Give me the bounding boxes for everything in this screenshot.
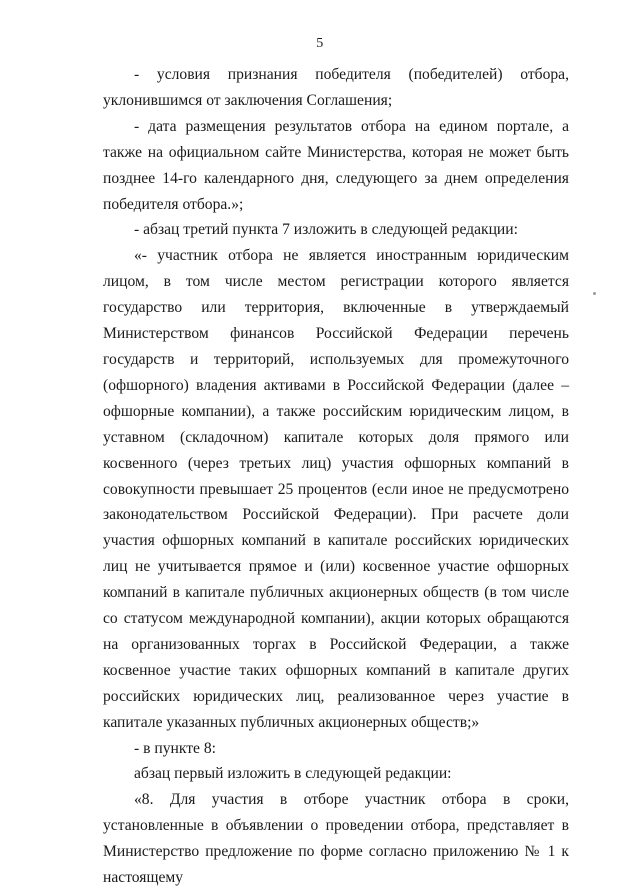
page-number: 5 bbox=[316, 36, 324, 51]
paragraph-point-8-text: «8. Для участия в отборе участник отбора в сроки, установленные в объявлении о проведении отбора, представляет в Министерство предложение по форме согласно приложению № 1 к настоящему bbox=[103, 791, 569, 887]
paragraph-point-8-intro: - в пункте 8: bbox=[134, 739, 216, 757]
paragraph-publication-date: - дата размещения результатов отбора на едином портале, а также на официальном сайте Министерства, которая не может быть позднее 14-го календарного дня, следующего за днем определения победителя отбора.»; bbox=[103, 117, 569, 213]
scan-artifact-dot bbox=[593, 292, 596, 295]
paragraph-winner-conditions-line1: - условия признания победителя (победителей) отбора, bbox=[134, 66, 569, 83]
document-body bbox=[103, 62, 569, 891]
paragraph-amend-point-7: - абзац третий пункта 7 изложить в следующей редакции: bbox=[134, 221, 518, 239]
paragraph-first-abzac-amend: абзац первый изложить в следующей редакции: bbox=[134, 765, 452, 783]
paragraph-winner-conditions-rest: уклонившимся от заключения Соглашения; bbox=[103, 91, 393, 109]
paragraph-offshore-condition: «- участник отбора не является иностранным юридическим лицом, в том числе местом регистрации которого является государство или территория, включенные в утверждаемый Министерством финансов Российской Федерации перечень государств и территорий, используемых для промежуточного (офшорного) владения активами в Российской Федерации (далее – офшорные компании), а также российским юридическим лицом, в уставном (складочном) капитале которых доля прямого или косвенного (через третьих лиц) участия офшорных компаний в совокупности превышает 25 процентов (если иное не предусмотрено законодательством Российской Федерации). При расчете доли участия офшорных компаний в капитале российских юридических лиц не учитывается прямое и (или) косвенное участие офшорных компаний в капитале публичных акционерных обществ (в том числе со статусом международной компании), акции которых обращаются на организованных торгах в Российской Федерации, а также косвенное участие таких офшорных компаний в капитале других российских юридических лиц, реализованное через участие в капитале указанных публичных акционерных обществ;» bbox=[103, 247, 569, 731]
